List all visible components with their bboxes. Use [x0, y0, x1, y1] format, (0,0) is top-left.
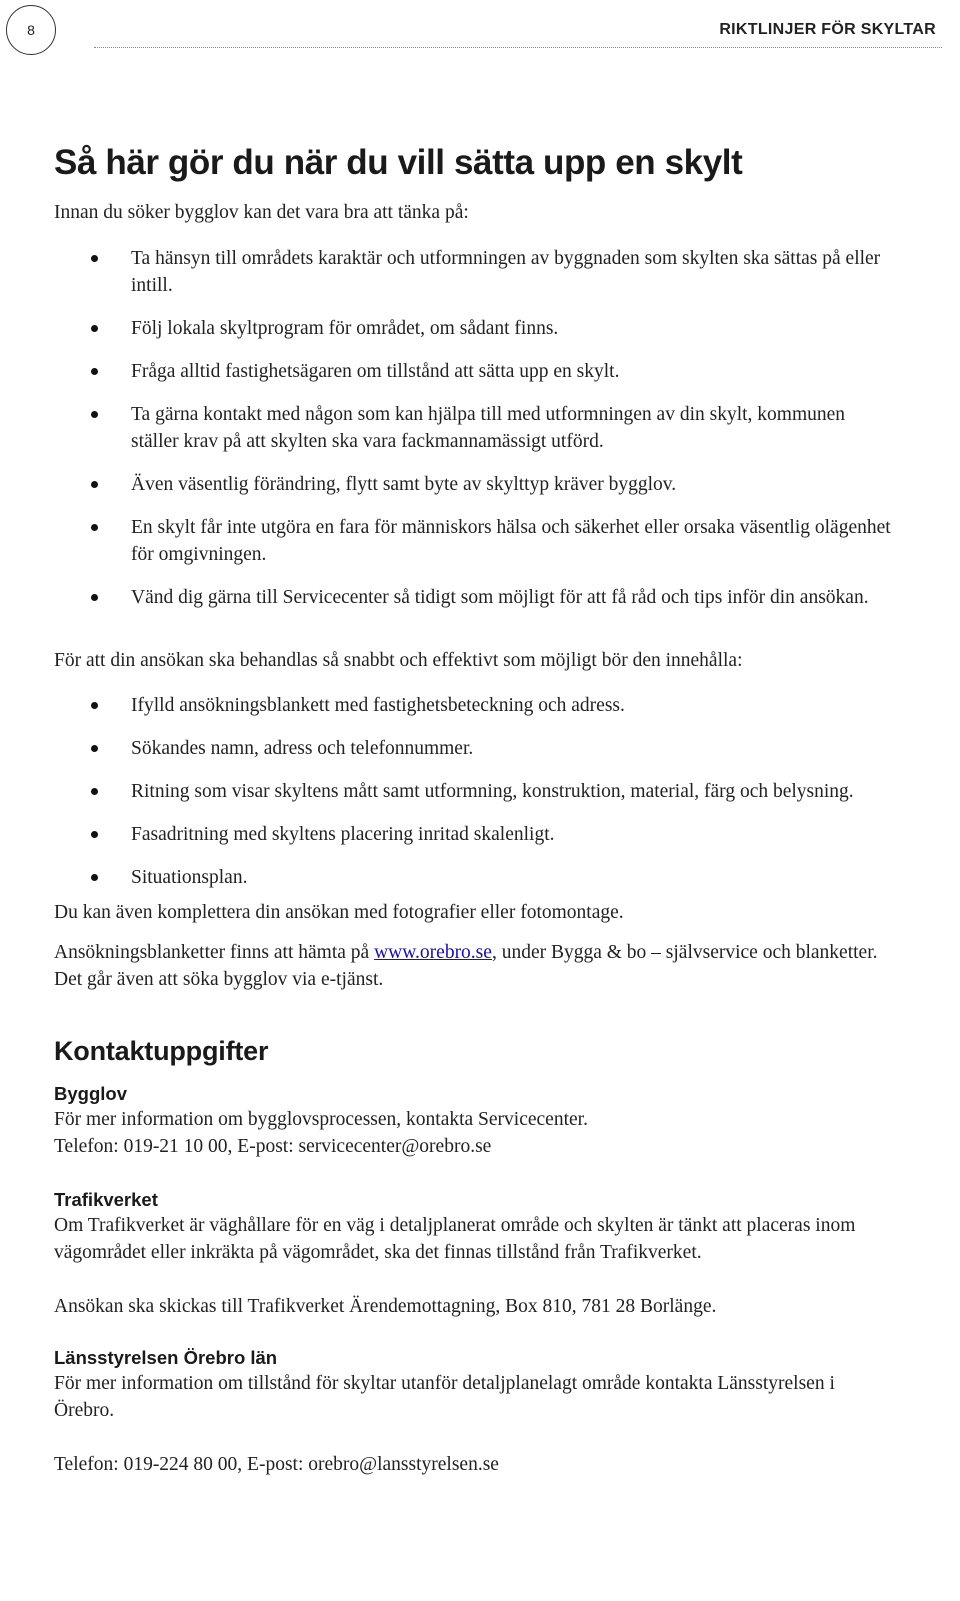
- bygglov-heading: Bygglov: [54, 1083, 127, 1104]
- application-intro: För att din ansökan ska behandlas så snabbt och effektivt som möjligt bör den innehålla:: [54, 650, 743, 671]
- list-item: Vänd dig gärna till Servicecenter så tidigt som möjligt för att få råd och tips inför din ansökan.: [54, 584, 894, 611]
- trafikverket-text: Om Trafikverket är väghållare för en väg i detaljplanerat område och skylten är tänkt att placeras inom vägområdet eller inkräkta på vägområdet, ska det finnas tillstånd från Trafikverket.: [54, 1215, 856, 1263]
- forms-paragraph: [54, 939, 894, 993]
- lansstyrelsen-text: För mer information om tillstånd för skyltar utanför detaljplanelagt område kontakta Länsstyrelsen i Örebro.: [54, 1373, 835, 1421]
- intro-paragraph: Innan du söker bygglov kan det vara bra att tänka på:: [54, 202, 469, 223]
- list-item: Följ lokala skyltprogram för området, om sådant finns.: [54, 315, 894, 342]
- lansstyrelsen-heading: Länsstyrelsen Örebro län: [54, 1347, 278, 1368]
- list-item: Fråga alltid fastighetsägaren om tillstånd att sätta upp en skylt.: [54, 358, 894, 385]
- trafikverket-address: Ansökan ska skickas till Trafikverket Ärendemottagning, Box 810, 781 28 Borlänge.: [54, 1296, 717, 1317]
- considerations-list: [54, 245, 894, 611]
- forms-prefix: Ansökningsblanketter finns att hämta på: [54, 942, 375, 963]
- page-number: 8: [6, 5, 56, 55]
- photo-note: Du kan även komplettera din ansökan med fotografier eller fotomontage.: [54, 902, 624, 923]
- list-item: Ritning som visar skyltens mått samt utformning, konstruktion, material, färg och belysning.: [54, 778, 894, 805]
- contacts-section: [54, 1036, 894, 1478]
- list-item: En skylt får inte utgöra en fara för människors hälsa och säkerhet eller orsaka väsentlig olägenhet för omgivningen.: [54, 514, 894, 568]
- page-content: [54, 143, 894, 1478]
- list-item: Situationsplan.: [54, 864, 894, 891]
- application-contents-list: [54, 692, 894, 891]
- list-item: Även väsentlig förändring, flytt samt byte av skylttyp kräver bygglov.: [54, 471, 894, 498]
- trafikverket-heading: Trafikverket: [54, 1189, 158, 1210]
- forms-suffix: , under Bygga & bo – självservice och blanketter. Det går även att söka bygglov via e-tjänst.: [54, 942, 878, 990]
- lansstyrelsen-contact: Telefon: 019-224 80 00, E-post: orebro@lansstyrelsen.se: [54, 1454, 499, 1475]
- bygglov-text: För mer information om bygglovsprocessen, kontakta Servicecenter.: [54, 1109, 588, 1130]
- list-item: Ifylld ansökningsblankett med fastighetsbeteckning och adress.: [54, 692, 894, 719]
- list-item: Sökandes namn, adress och telefonnummer.: [54, 735, 894, 762]
- orebro-website-link[interactable]: www.orebro.se: [374, 942, 492, 963]
- running-header: RIKTLINJER FÖR SKYLTAR: [719, 21, 936, 38]
- bygglov-contact: Telefon: 019-21 10 00, E-post: servicecenter@orebro.se: [54, 1136, 492, 1157]
- list-item: Fasadritning med skyltens placering inritad skalenligt.: [54, 821, 894, 848]
- contacts-title: Kontaktuppgifter: [54, 1036, 269, 1066]
- list-item: Ta gärna kontakt med någon som kan hjälpa till med utformningen av din skylt, kommunen ställer krav på att skylten ska vara fackmannamässigt utförd.: [54, 401, 894, 455]
- header-dotted-rule: [94, 47, 942, 48]
- section-title: Så här gör du när du vill sätta upp en skylt: [54, 143, 743, 182]
- list-item: Ta hänsyn till områdets karaktär och utformningen av byggnaden som skylten ska sättas på eller intill.: [54, 245, 894, 299]
